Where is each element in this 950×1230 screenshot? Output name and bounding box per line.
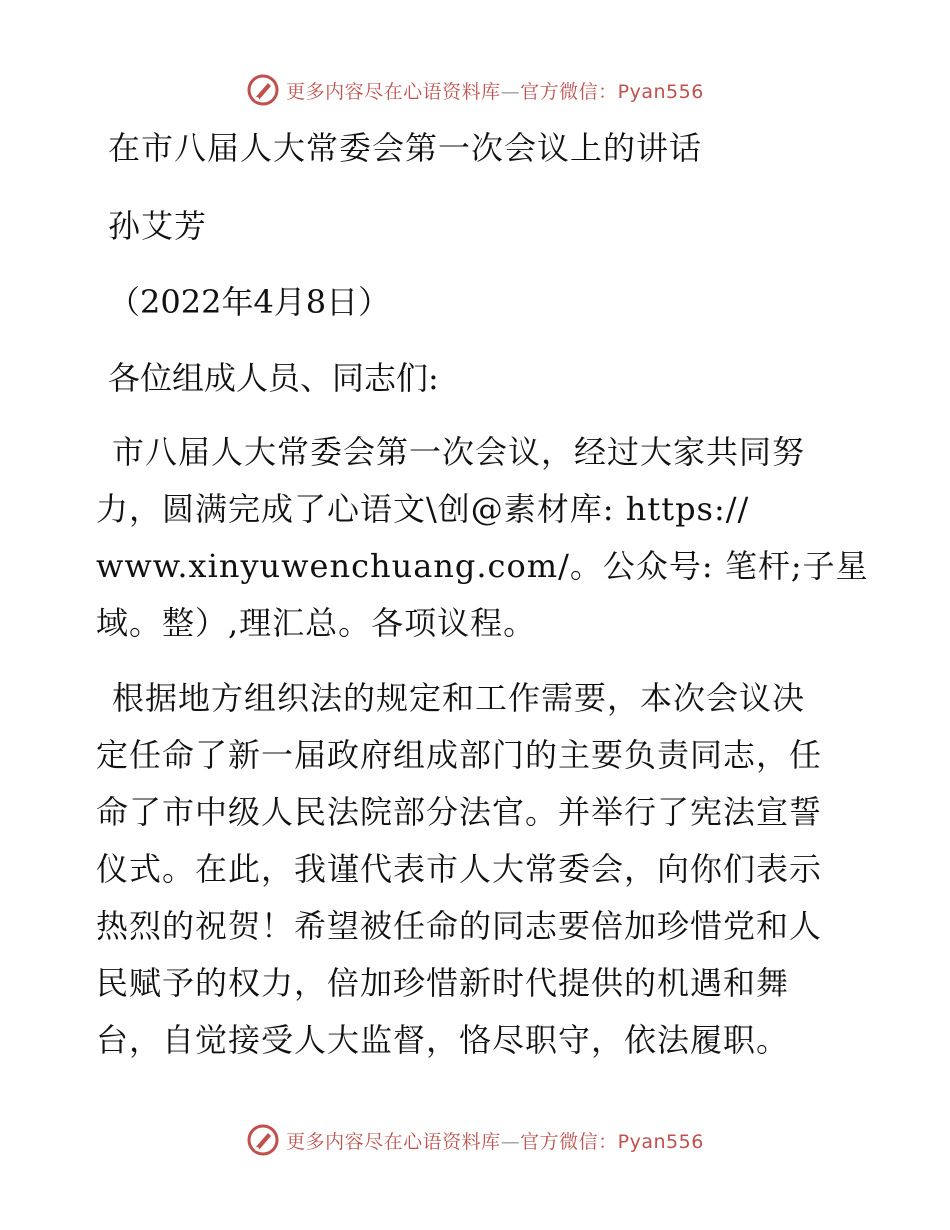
paragraph-2 [96,670,856,1069]
document-salutation: 各位组成人员、同志们: [108,359,439,397]
paragraph-line: 热烈的祝贺！希望被任命的同志要倍加珍惜党和人 [96,907,823,945]
banner-inner [246,73,704,107]
document-body [96,118,869,1069]
banner-site-name: 更多内容尽在心语资料库 [286,1130,501,1153]
paragraph-line: 台，自觉接受人大监督，恪尽职守，依法履职。 [96,1021,790,1059]
paragraph-line: 根据地方组织法的规定和工作需要，本次会议决 [112,679,806,717]
banner-separator: — [500,80,521,103]
footer-watermark-banner [0,1118,950,1162]
paragraph-line: 市八届人大常委会第一次会议，经过大家共同努 [112,433,806,471]
banner-wechat: 官方微信：Pyan556 [520,80,704,103]
paragraph-line: 命了市中级人民法院部分法官。并举行了宪法宣誓 [96,793,823,831]
banner-separator: — [500,1130,521,1153]
banner-wechat: 官方微信：Pyan556 [520,1130,704,1153]
paragraph-line: 定任命了新一届政府组成部门的主要负责同志，任 [96,736,823,774]
document-title: 在市八届人大常委会第一次会议上的讲话 [108,129,703,167]
banner-text [286,77,704,104]
document-author: 孙艾芳 [108,207,208,245]
pen-circle-logo-icon [246,73,280,107]
header-watermark-banner [0,68,950,112]
paragraph-line: 仪式。在此，我谨代表市人大常委会，向你们表示 [96,850,823,888]
pen-circle-logo-icon [246,1123,280,1157]
paragraph-1 [96,424,869,652]
paragraph-line: www.xinyuwenchuang.com/。公众号: 笔杆;子星 [96,547,869,585]
paragraph-line: 域。整）,理汇总。各项议程。 [96,604,537,642]
paragraph-line: 民赋予的权力，倍加珍惜新时代提供的机遇和舞 [96,964,790,1002]
banner-inner [246,1123,704,1157]
banner-site-name: 更多内容尽在心语资料库 [286,80,501,103]
banner-text [286,1127,704,1154]
paragraph-line: 力，圆满完成了心语文\创@素材库: https:// [96,490,750,528]
document-date: （2022年4月8日） [108,283,391,321]
